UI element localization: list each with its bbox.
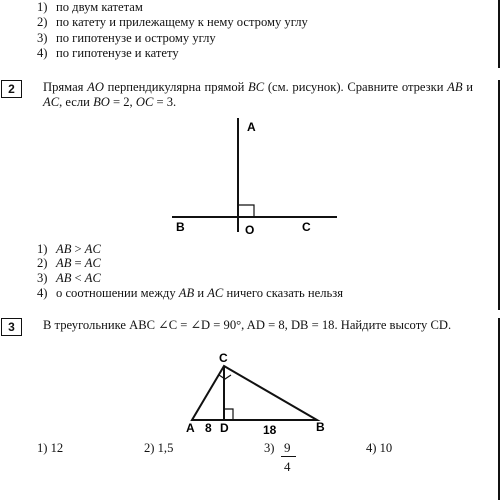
label-ad: 8 [205,421,212,435]
task3-answer-2: 2) 1,5 [144,441,174,455]
task3-answer-3-denominator: 4 [284,459,291,474]
task3-answer-1: 1) 12 [37,441,64,455]
label-a: A [247,120,256,134]
task2-option-3: 3) AB < AC [37,271,101,285]
task3-statement: В треугольнике ABC ∠C = ∠D = 90°, AD = 8, DB = 18. Найдите высоту CD. [43,318,452,332]
right-angle-mark-d [224,409,233,420]
task1-option-3: 3) по гипотенузе и острому углу [37,31,216,45]
label-d: D [220,421,229,435]
task1-option-1: 1) по двум катетам [37,0,143,14]
task2-statement: Прямая AO перпендикулярна прямой BC (см. рисунок). Сравните отрезки AB и AC, если BO = 2, OC = 3. [43,80,473,110]
task3-answer-3-label: 3) [264,441,275,455]
task3-answer-3-numerator: 9 [284,440,291,455]
label-a: A [186,421,195,435]
label-o: O [245,223,255,237]
task3-answer-4: 4) 10 [366,441,393,455]
fraction-bar [281,456,296,457]
triangle-abc [192,366,317,420]
task1-option-2: 2) по катету и прилежащему к нему острому углу [37,15,308,29]
task2-number-box: 2 [1,80,22,98]
task3-number-box: 3 [1,318,22,336]
label-db: 18 [263,423,277,437]
task1-option-4: 4) по гипотенузе и катету [37,46,179,60]
task2-option-2: 2) AB = AC [37,256,101,270]
label-b: B [176,220,185,234]
label-c: C [219,351,228,365]
label-c: C [302,220,311,234]
label-b: B [316,420,325,434]
task2-option-4: 4) о соотношении между AB и AC ничего сказать нельзя [37,286,344,300]
task2-option-1: 1) AB > AC [37,242,101,256]
